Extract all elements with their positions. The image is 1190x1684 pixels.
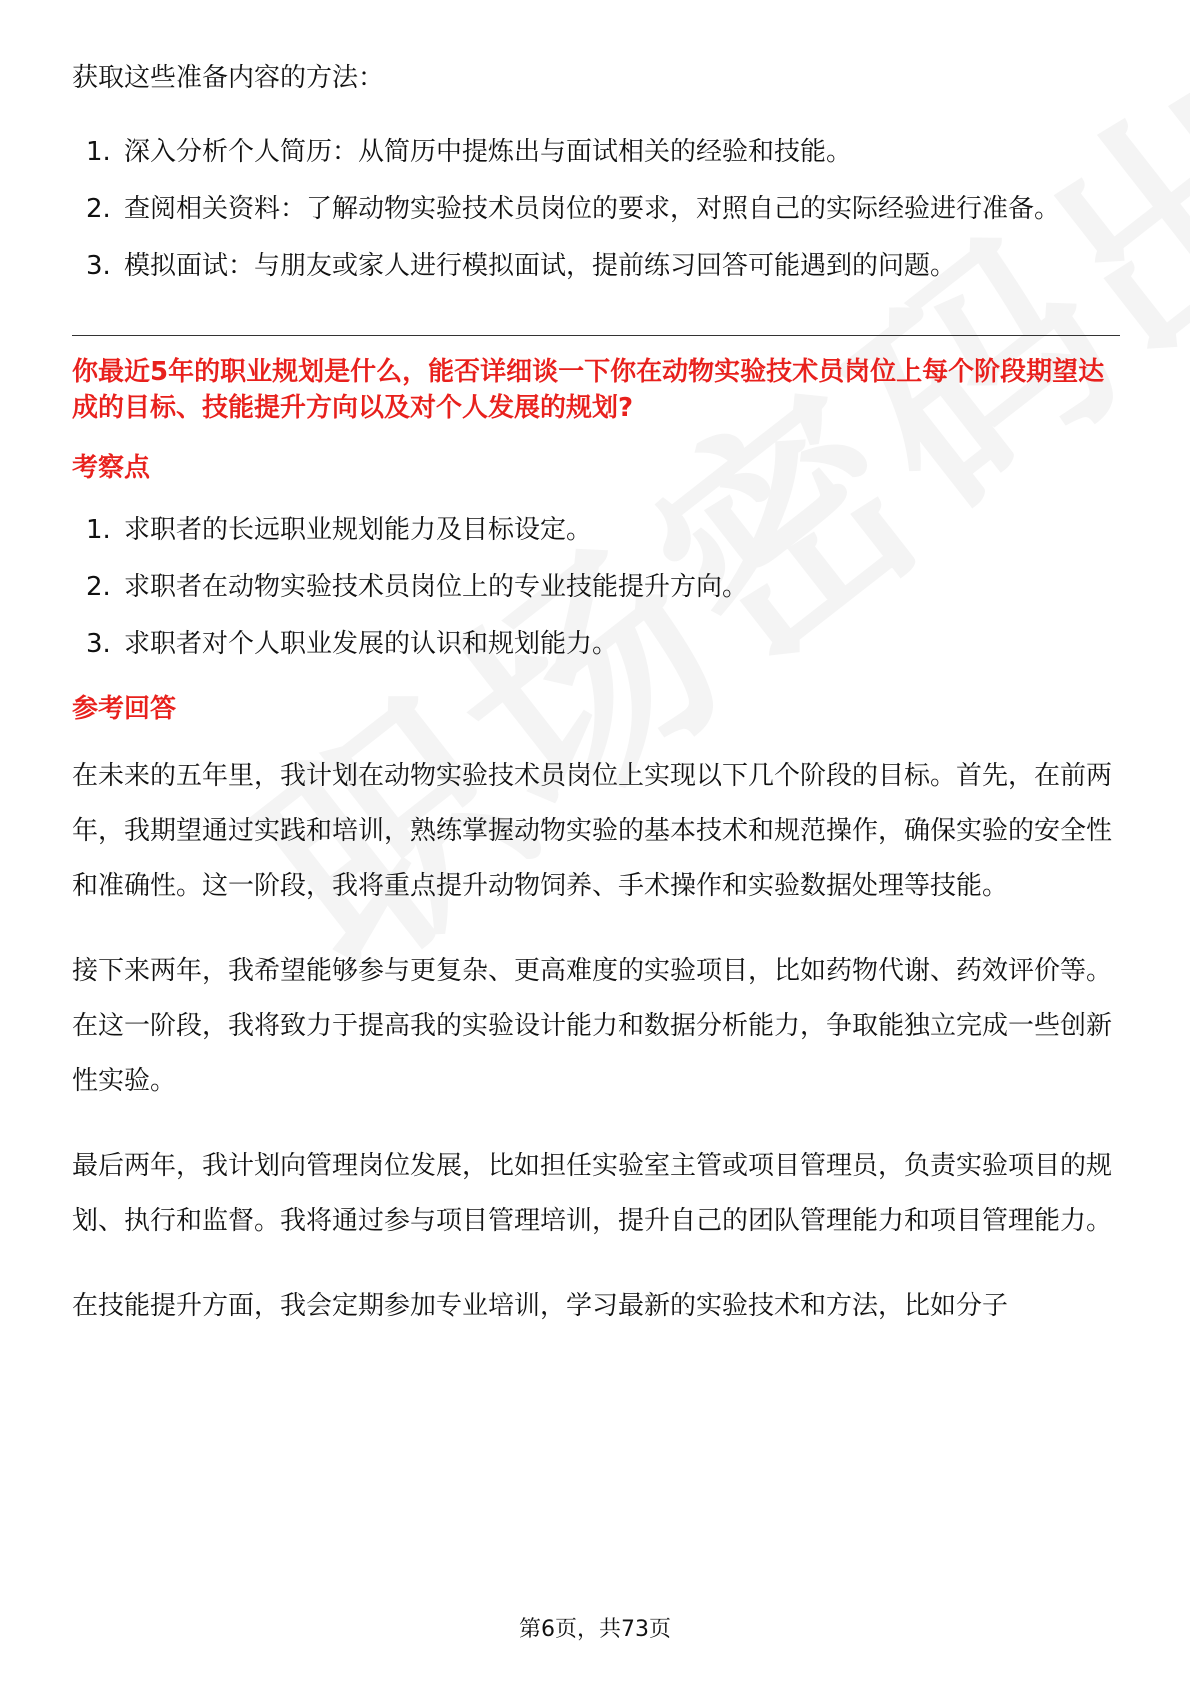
methods-intro: 获取这些准备内容的方法： (72, 63, 385, 93)
list-number: 1. (86, 137, 111, 167)
answer-heading: 参考回答 (72, 694, 177, 724)
methods-list (72, 124, 1120, 295)
list-text: 深入分析个人简历：从简历中提炼出与面试相关的经验和技能。 (124, 137, 853, 167)
list-text: 模拟面试：与朋友或家人进行模拟面试，提前练习回答可能遇到的问题。 (124, 251, 957, 281)
section-divider (72, 335, 1120, 336)
answer-paragraph: 接下来两年，我希望能够参与更复杂、更高难度的实验项目，比如药物代谢、药效评价等。在这一阶段，我将致力于提高我的实验设计能力和数据分析能力，争取能独立完成一些创新性实验。 (72, 956, 1113, 1096)
list-text: 求职者的长远职业规划能力及目标设定。 (124, 515, 593, 545)
list-item (72, 559, 1120, 616)
assessment-heading: 考察点 (72, 453, 151, 483)
interview-question: 你最近5年的职业规划是什么，能否详细谈一下你在动物实验技术员岗位上每个阶段期望达成的目标、技能提升方向以及对个人发展的规划? (72, 357, 1105, 423)
page-number: 第6页，共73页 (519, 1617, 671, 1642)
list-number: 1. (86, 515, 111, 545)
list-number: 3. (86, 251, 111, 281)
list-item (72, 502, 1120, 559)
list-text: 求职者在动物实验技术员岗位上的专业技能提升方向。 (124, 572, 749, 602)
assessment-list (72, 502, 1120, 673)
list-number: 3. (86, 629, 111, 659)
list-number: 2. (86, 572, 111, 602)
list-number: 2. (86, 194, 111, 224)
list-text: 求职者对个人职业发展的认识和规划能力。 (124, 629, 619, 659)
answer-paragraph: 在未来的五年里，我计划在动物实验技术员岗位上实现以下几个阶段的目标。首先，在前两年，我期望通过实践和培训，熟练掌握动物实验的基本技术和规范操作，确保实验的安全性和准确性。这一阶段，我将重点提升动物饲养、手术操作和实验数据处理等技能。 (72, 761, 1113, 901)
list-item (72, 181, 1120, 238)
list-text: 查阅相关资料：了解动物实验技术员岗位的要求，对照自己的实际经验进行准备。 (124, 194, 1061, 224)
list-item (72, 124, 1120, 181)
list-item (72, 238, 1120, 295)
answer-paragraph: 在技能提升方面，我会定期参加专业培训，学习最新的实验技术和方法，比如分子 (72, 1291, 1009, 1321)
page-content (72, 58, 1120, 1364)
list-item (72, 616, 1120, 673)
answer-paragraph: 最后两年，我计划向管理岗位发展，比如担任实验室主管或项目管理员，负责实验项目的规划、执行和监督。我将通过参与项目管理培训，提升自己的团队管理能力和项目管理能力。 (72, 1151, 1113, 1236)
